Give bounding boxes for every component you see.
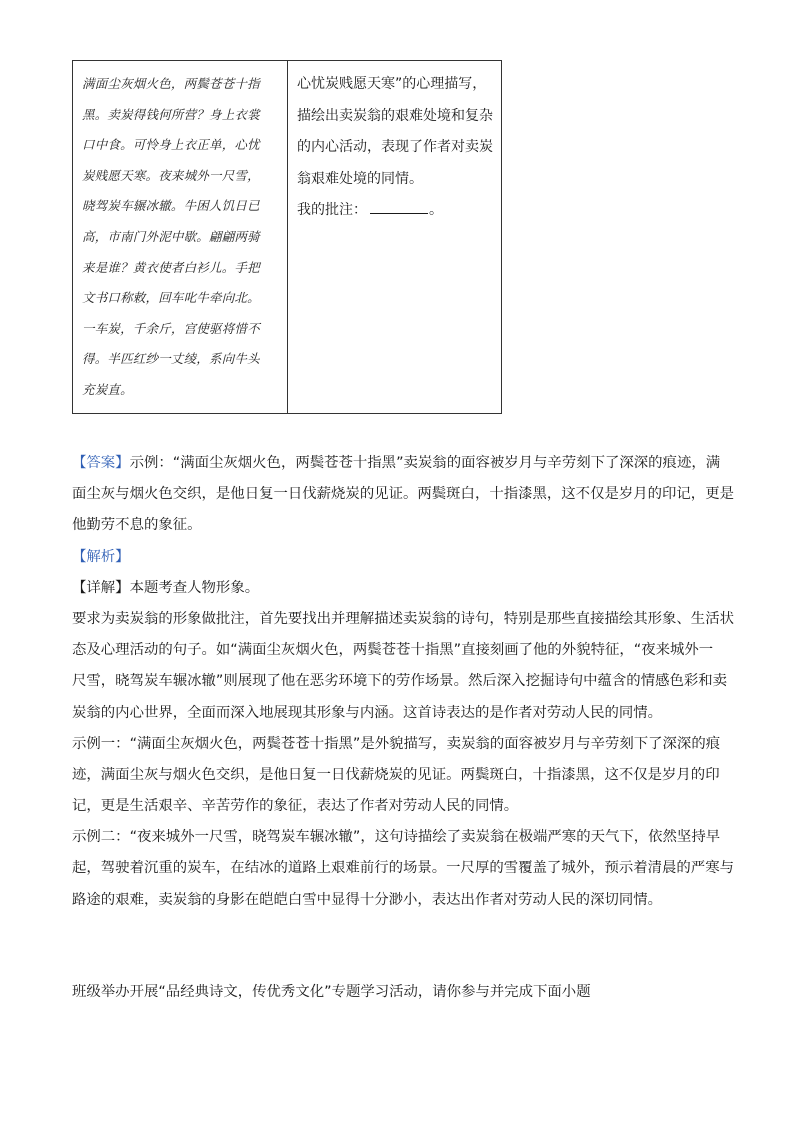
annotation-line: 的内心活动，表现了作者对卖炭	[297, 139, 493, 156]
answer-tag: 【答案】	[72, 455, 130, 471]
poem-text-cell	[73, 61, 288, 413]
answer-line: 面尘灰与烟火色交织，是他日复一日伐薪烧炭的见证。两鬓斑白，十指漆黑，这不仅是岁月的印记，更是	[72, 486, 734, 503]
annotation-blank[interactable]	[370, 196, 428, 214]
poem-line: 口中食。可怜身上衣正单，心忧	[82, 137, 260, 153]
poem-line: 来是谁？黄衣使者白衫儿。手把	[82, 259, 260, 275]
detail-line: 示例二：“夜来城外一尺雪，晓驾炭车辗冰辙”，这句诗描绘了卖炭翁在极端严寒的天气下，依然坚持早	[72, 829, 721, 846]
analysis-tag: 【解析】	[72, 548, 130, 565]
poem-annotation-table	[72, 60, 502, 414]
detail-line: 示例一：“满面尘灰烟火色，两鬓苍苍十指黑”是外貌描写，卖炭翁的面容被岁月与辛劳刻下了深深的痕	[72, 735, 721, 752]
detail-line: 要求为卖炭翁的形象做批注，首先要找出并理解描述卖炭翁的诗句，特别是那些直接描绘其形象、生活状	[72, 610, 734, 627]
detail-line: 记，更是生活艰辛、辛苦劳作的象征，表达了作者对劳动人民的同情。	[72, 798, 519, 815]
solution-content	[72, 448, 732, 916]
poem-line: 一车炭，千余斤，宫使驱将惜不	[82, 320, 260, 336]
poem-line: 充炭直。	[82, 381, 133, 397]
my-annotation-row	[297, 195, 501, 227]
my-annotation-label: 我的批注：	[297, 202, 367, 219]
answer-line: 他勤劳不息的象征。	[72, 517, 202, 534]
poem-line: 得。半匹红纱一丈绫，系向牛头	[82, 351, 260, 367]
poem-line: 炭贱愿天寒。夜来城外一尺雪，	[82, 167, 260, 183]
poem-line: 满面尘灰烟火色，两鬓苍苍十指	[82, 76, 260, 91]
detail-line: 尺雪，晓驾炭车辗冰辙”则展现了他在恶劣环境下的劳作场景。然后深入挖掘诗句中蕴含的情感色彩和卖	[72, 673, 728, 690]
poem-line: 晓驾炭车辗冰辙。牛困人饥日已	[82, 198, 260, 214]
detail-tag: 【详解】	[72, 579, 130, 596]
annotation-cell	[288, 61, 501, 413]
detail-first: 本题考查人物形象。	[129, 579, 260, 596]
poem-line: 黑。卖炭得钱何所营？身上衣裳	[82, 106, 260, 122]
poem-line: 高，市南门外泥中歇。翩翩两骑	[82, 228, 260, 244]
detail-line: 迹，满面尘灰与烟火色交织，是他日复一日伐薪烧炭的见证。两鬓斑白，十指漆黑，这不仅是岁月的印	[72, 766, 720, 783]
detail-line: 路途的艰难，卖炭翁的身影在皑皑白雪中显得十分渺小，表达出作者对劳动人民的深切同情。	[72, 891, 663, 908]
poem-line: 文书口称敕，回车叱牛牵向北。	[82, 290, 260, 306]
answer-text: 示例：“满面尘灰烟火色，两鬓苍苍十指黑”卖炭翁的面容被岁月与辛劳刻下了深深的痕迹，满	[129, 455, 721, 471]
next-question-intro: 班级举办开展“品经典诗文，传优秀文化”专题学习活动，请你参与并完成下面小题	[72, 984, 591, 1000]
detail-line	[72, 573, 732, 604]
annotation-line: 翁艰难处境的同情。	[297, 170, 423, 187]
analysis-heading	[72, 542, 732, 573]
detail-line: 态及心理活动的句子。如“满面尘灰烟火色，两鬓苍苍十指黑”直接刻画了他的外貌特征，“夜来城外一	[72, 642, 714, 659]
my-annotation-end: 。	[429, 202, 443, 219]
detail-line: 起，驾驶着沉重的炭车，在结冰的道路上艰难前行的场景。一尺厚的雪覆盖了城外，预示着清晨的严寒与	[72, 860, 734, 877]
annotation-line: 描绘出卖炭翁的艰难处境和复杂	[297, 107, 493, 124]
detail-line: 炭翁的内心世界，全面而深入地展现其形象与内涵。这首诗表达的是作者对劳动人民的同情。	[72, 704, 663, 721]
answer-line	[72, 448, 732, 479]
annotation-line: 心忧炭贱愿天寒”的心理描写，	[297, 76, 487, 92]
